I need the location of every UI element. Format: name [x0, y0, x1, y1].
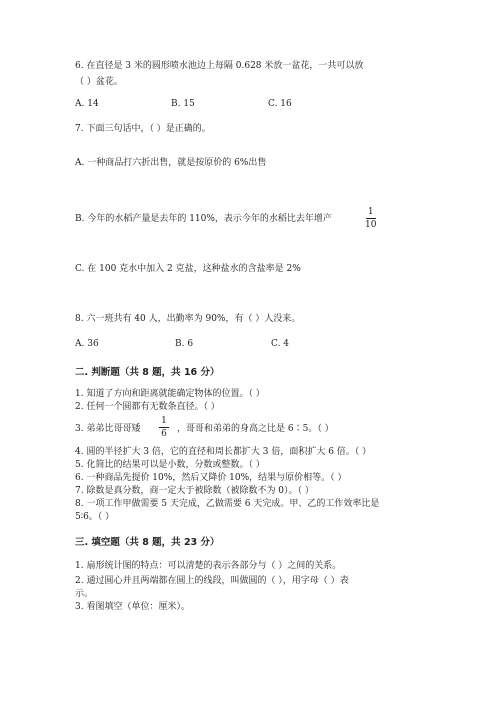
q6-line2: （ ）盆花。 — [75, 77, 123, 87]
q8-option-c: C. 4 — [271, 339, 290, 349]
judge-item-7: 7. 除数是真分数，商一定大于被除数（被除数不为 0）。（ ） — [75, 486, 314, 496]
fill-item-2-line1: 2. 通过圆心并且两端都在圆上的线段，叫做圆的（ ），用字母（ ）表 — [75, 576, 349, 586]
judge-item-3-pre: 3. 弟弟比哥哥矮 — [75, 424, 141, 434]
fill-item-1: 1. 扇形统计图的特点：可以清楚的表示各部分与（ ）之间的关系。 — [75, 561, 342, 571]
fill-item-3: 3. 看图填空（单位：厘米）。 — [75, 602, 190, 612]
fraction-denominator: 6 — [161, 429, 167, 439]
judge-item-3-post: ，哥哥和弟弟的身高之比是 6∶5。（ ） — [177, 424, 334, 434]
fill-item-2-line2: 示。 — [75, 589, 94, 599]
fraction-numerator: 1 — [367, 207, 374, 217]
fraction-denominator: 10 — [365, 220, 377, 230]
q7-option-b: B. 今年的水稻产量是去年的 110%，表示今年的水稻比去年增产 — [75, 214, 332, 224]
q6-option-b: B. 15 — [171, 99, 195, 109]
q6-option-c: C. 16 — [268, 99, 292, 109]
fraction-bar — [366, 218, 376, 219]
judge-item-3-fraction — [159, 416, 169, 439]
q6-line1: 6. 在直径是 3 米的圆形喷水池边上每隔 0.628 米放一盆花，一共可以放 — [75, 61, 364, 71]
q7-option-b-fraction — [365, 207, 376, 230]
q8-stem: 8. 六一班共有 40 人，出勤率为 90%，有（ ）人没来。 — [75, 314, 301, 324]
section-3-heading: 三. 填空题（共 8 题，共 23 分） — [75, 537, 220, 548]
q7-option-c: C. 在 100 克水中加入 2 克盐，这种盐水的含盐率是 2% — [75, 264, 301, 274]
q7-stem: 7. 下面三句话中，（ ）是正确的。 — [75, 124, 211, 134]
judge-item-8-line2: 5∶6。（ ） — [75, 512, 115, 522]
judge-item-4: 4. 圆的半径扩大 3 倍，它的直径和周长都扩大 3 倍，面积扩大 6 倍。（ ） — [75, 447, 372, 457]
judge-item-6: 6. 一种商品先提价 10%，然后又降价 10%，结果与原价相等。（ ） — [75, 473, 347, 483]
judge-item-8-line1: 8. 一项工作甲做需要 5 天完成，乙做需要 6 天完成。甲、乙的工作效率比是 — [75, 499, 380, 509]
fraction-numerator: 1 — [161, 416, 167, 426]
fraction-bar — [159, 427, 169, 428]
q7-option-a: A. 一种商品打六折出售，就是按原价的 6%出售 — [75, 158, 267, 168]
q6-option-a: A. 14 — [75, 99, 99, 109]
judge-item-2: 2. 任何一个圆都有无数条直径。（ ） — [75, 402, 220, 412]
q8-option-a: A. 36 — [75, 339, 99, 349]
judge-item-1: 1. 知道了方向和距离就能确定物体的位置。（ ） — [75, 389, 265, 399]
q8-option-b: B. 6 — [175, 339, 194, 349]
judge-item-5: 5. 化简比的结果可以是小数，分数或整数。（ ） — [75, 460, 265, 470]
section-2-heading: 二. 判断题（共 8 题，共 16 分） — [75, 367, 220, 378]
